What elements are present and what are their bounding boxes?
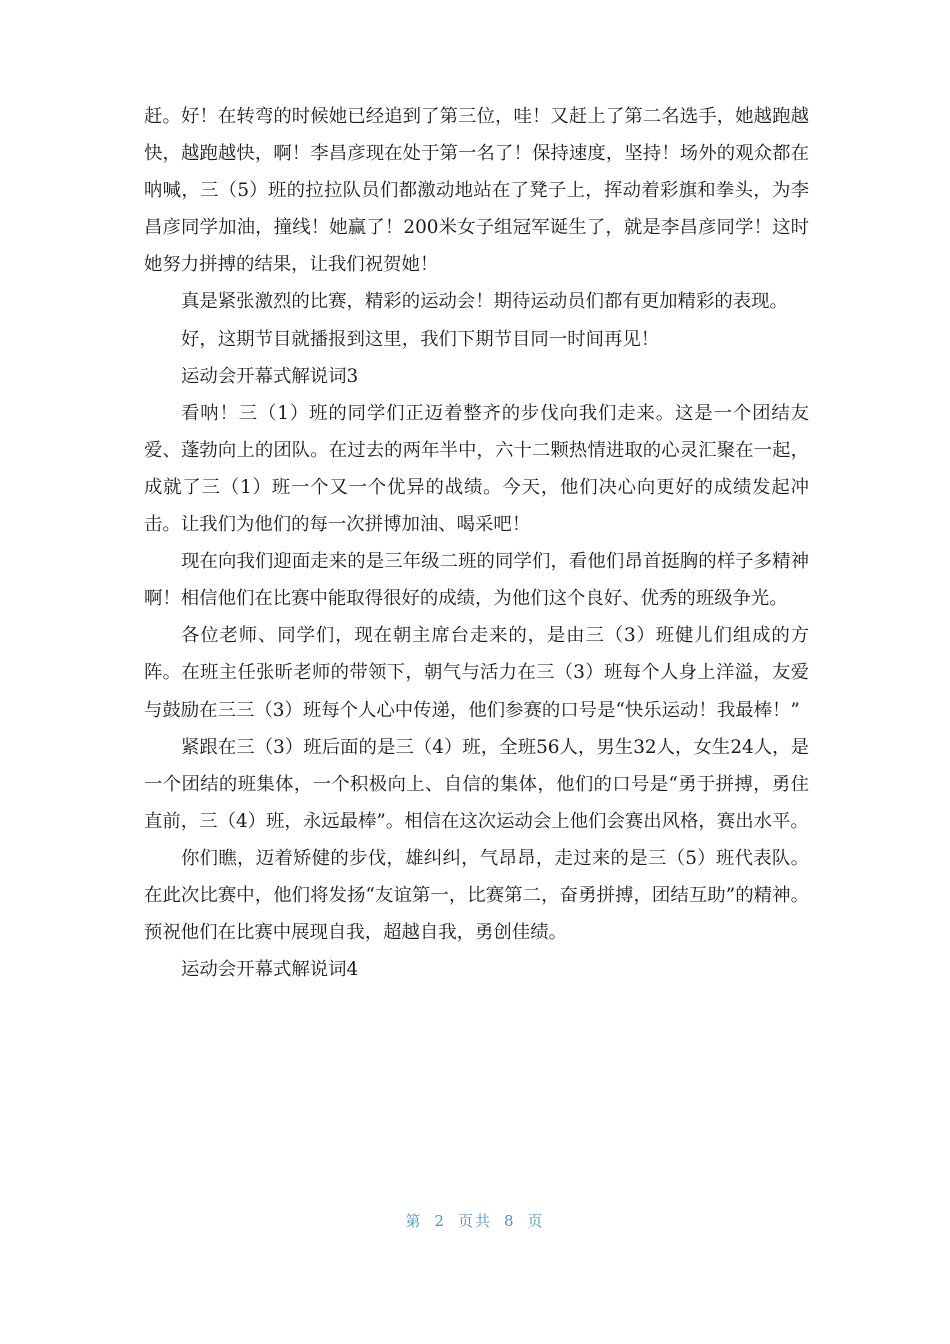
section-heading: 运动会开幕式解说词3 — [181, 365, 359, 387]
page-number-footer — [0, 1210, 950, 1231]
paragraph: 紧跟在三（3）班后面的是三（4）班，全班56人，男生32人，女生24人，是一个团结的班集体，一个积极向上、自信的集体，他们的口号是“勇于拼搏，勇住直前，三（4）班，永远最棒”。相信在这次运动会上他们会赛出风格，赛出水平。 — [144, 736, 809, 832]
page-prefix: 第 — [405, 1212, 423, 1230]
current-page-number: 2 — [434, 1212, 446, 1230]
paragraph: 现在向我们迎面走来的是三年级二班的同学们，看他们昂首挺胸的样子多精神啊！相信他们在比赛中能取得很好的成绩，为他们这个良好、优秀的班级争光。 — [144, 551, 809, 610]
paragraph: 各位老师、同学们，现在朝主席台走来的，是由三（3）班健儿们组成的方阵。在班主任张昕老师的带领下，朝气与活力在三（3）班每个人身上洋溢，友爱与鼓励在三三（3）班每个人心中传递，他们参赛的口号是“快乐运动！我最棒！” — [144, 625, 809, 721]
paragraph: 你们瞧，迈着矫健的步伐，雄纠纠，气昂昂，走过来的是三（5）班代表队。在此次比赛中，他们将发扬“友谊第一，比赛第二，奋勇拼搏，团结互助”的精神。预祝他们在比赛中展现自我，超越自我，勇创佳绩。 — [144, 847, 809, 944]
paragraph: 看呐！三（1）班的同学们正迈着整齐的步伐向我们走来。这是一个团结友爱、蓬勃向上的团队。在过去的两年半中，六十二颗热情进取的心灵汇聚在一起，成就了三（1）班一个又一个优异的战绩。今天，他们决心向更好的成绩发起冲击。让我们为他们的每一次拼博加油、喝采吧！ — [144, 402, 809, 536]
document-body — [144, 98, 809, 988]
total-page-number: 8 — [504, 1212, 516, 1230]
section-heading: 运动会开幕式解说词4 — [181, 959, 359, 981]
paragraph: 好，这期节目就播报到这里，我们下期节目同一时间再见！ — [181, 328, 660, 350]
paragraph-continuation: 赶。好！在转弯的时候她已经追到了第三位，哇！又赶上了第二名选手，她越跑越快，越跑越快，啊！李昌彦现在处于第一名了！保持速度，坚持！场外的观众都在呐喊，三（5）班的拉拉队员们都激动地站在了凳子上，挥动着彩旗和拳头，为李昌彦同学加油，撞线！她赢了！200米女子组冠军诞生了，就是李昌彦同学！这时她努力拼搏的结果，让我们祝贺她！ — [144, 106, 809, 276]
page-suffix: 页 — [527, 1212, 545, 1230]
paragraph: 真是紧张激烈的比赛，精彩的运动会！期待运动员们都有更加精彩的表现。 — [181, 291, 788, 313]
page-middle-text: 页共 — [457, 1212, 492, 1230]
